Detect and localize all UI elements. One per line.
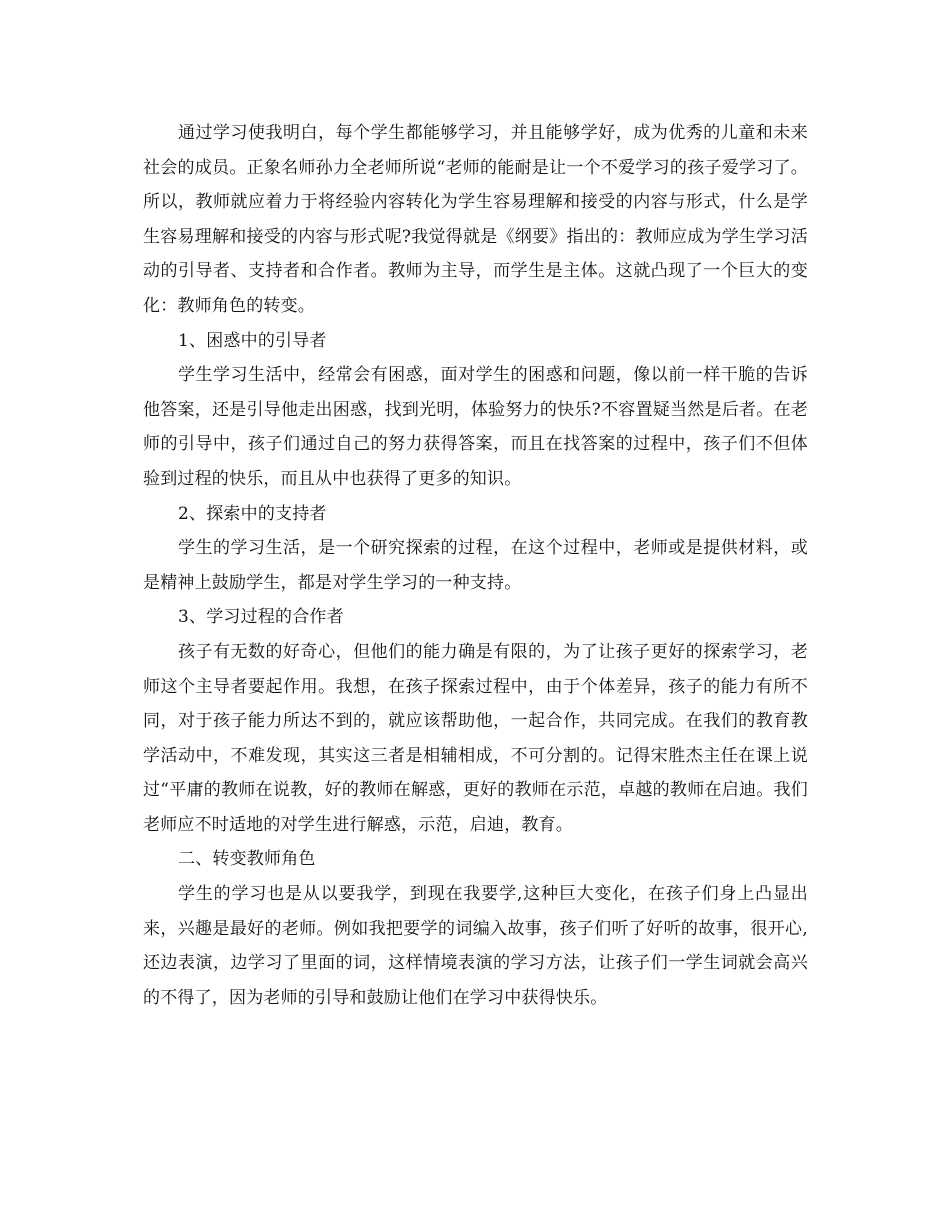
heading-guide: 1、困惑中的引导者 [178,330,327,351]
document-body [143,116,808,1015]
paragraph-role-change: 学生的学习也是从以要我学，到现在我要学,这种巨大变化，在孩子们身上凸显出来，兴趣是最好的老师。例如我把要学的词编入故事，孩子们听了好听的故事，很开心,还边表演，边学习了里面的词，这样情境表演的学习方法，让孩子们一学生词就会高兴的不得了，因为老师的引导和鼓励让他们在学习中获得快乐。 [143,884,808,1008]
heading-role-change: 二、转变教师角色 [178,849,316,870]
heading-supporter: 2、探索中的支持者 [178,503,327,524]
paragraph-guide: 学生学习生活中，经常会有困惑，面对学生的困惑和问题，像以前一样干脆的告诉他答案，还是引导他走出困惑，找到光明，体验努力的快乐?不容置疑当然是后者。在老师的引导中，孩子们通过自己的努力获得答案，而且在找答案的过程中，孩子们不但体验到过程的快乐，而且从中也获得了更多的知识。 [143,365,808,489]
paragraph-supporter: 学生的学习生活，是一个研究探索的过程，在这个过程中，老师或是提供材料，或是精神上鼓励学生，都是对学生学习的一种支持。 [143,538,808,593]
paragraph-intro: 通过学习使我明白，每个学生都能够学习，并且能够学好，成为优秀的儿童和未来社会的成员。正象名师孙力全老师所说“老师的能耐是让一个不爱学习的孩子爱学习了。所以，教师就应着力于将经验内容转化为学生容易理解和接受的内容与形式，什么是学生容易理解和接受的内容与形式呢?我觉得就是《纲要》指出的：教师应成为学生学习活动的引导者、支持者和合作者。教师为主导，而学生是主体。这就凸现了一个巨大的变化：教师角色的转变。 [143,123,808,316]
paragraph-collaborator: 孩子有无数的好奇心，但他们的能力确是有限的，为了让孩子更好的探索学习，老师这个主导者要起作用。我想，在孩子探索过程中，由于个体差异，孩子的能力有所不同，对于孩子能力所达不到的，就应该帮助他，一起合作，共同完成。在我们的教育教学活动中，不难发现，其实这三者是相辅相成，不可分割的。记得宋胜杰主任在课上说过“平庸的教师在说教，好的教师在解惑，更好的教师在示范，卓越的教师在启迪。我们老师应不时适地的对学生进行解惑，示范，启迪，教育。 [143,641,808,835]
heading-collaborator: 3、学习过程的合作者 [178,607,344,628]
